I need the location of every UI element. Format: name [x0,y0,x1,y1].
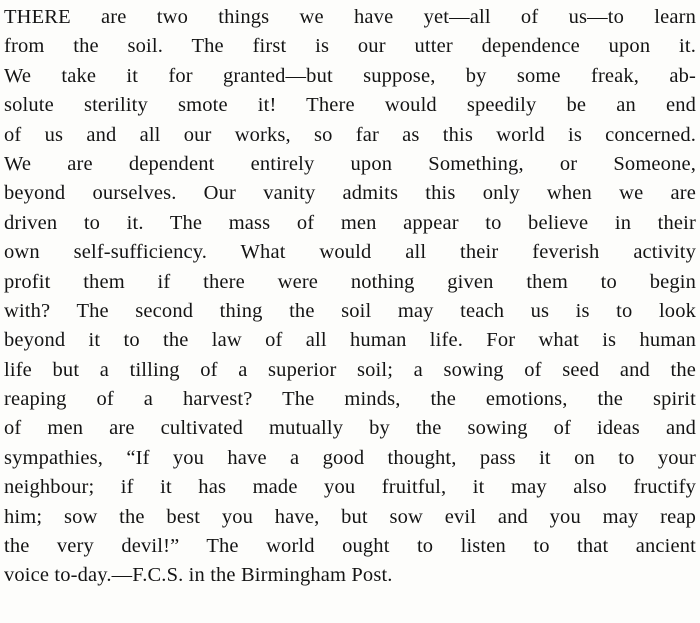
article-line: solute sterility smote it! There would speedily be an end [4,94,696,117]
article-line: sympathies, “If you have a good thought, pass it on to your [4,446,696,469]
article-line: THERE are two things we have yet—all of us—to learn [4,6,696,28]
article-line: reaping of a harvest? The minds, the emotions, the spirit [4,388,696,411]
article-line: with? The second thing the soil may teach us is to look [4,299,696,322]
article-text [4,3,696,591]
article-line: him; sow the best you have, but sow evil and you may reap [4,505,696,528]
article-line: beyond it to the law of all human life. For what is human [4,329,696,352]
article-line: from the soil. The first is our utter dependence upon it. [4,35,696,58]
article-line: own self-sufficiency. What would all their feverish activity [4,241,696,264]
article-line: We take it for granted—but suppose, by some freak, ab- [4,64,696,87]
article-line: neighbour; if it has made you fruitful, it may also fructify [4,476,696,499]
article-line: driven to it. The mass of men appear to believe in their [4,211,696,234]
article-line: of us and all our works, so far as this world is concerned. [4,123,696,146]
article-line: We are dependent entirely upon Something, or Someone, [4,152,696,175]
article-attribution-line: voice to-day.—F.C.S. in the Birmingham Post. [4,564,393,587]
article-line: of men are cultivated mutually by the sowing of ideas and [4,417,696,440]
article-line: life but a tilling of a superior soil; a sowing of seed and the [4,358,696,381]
article-line: the very devil!” The world ought to listen to that ancient [4,535,696,558]
article-line: profit them if there were nothing given them to begin [4,270,696,293]
article-line: beyond ourselves. Our vanity admits this only when we are [4,182,696,205]
